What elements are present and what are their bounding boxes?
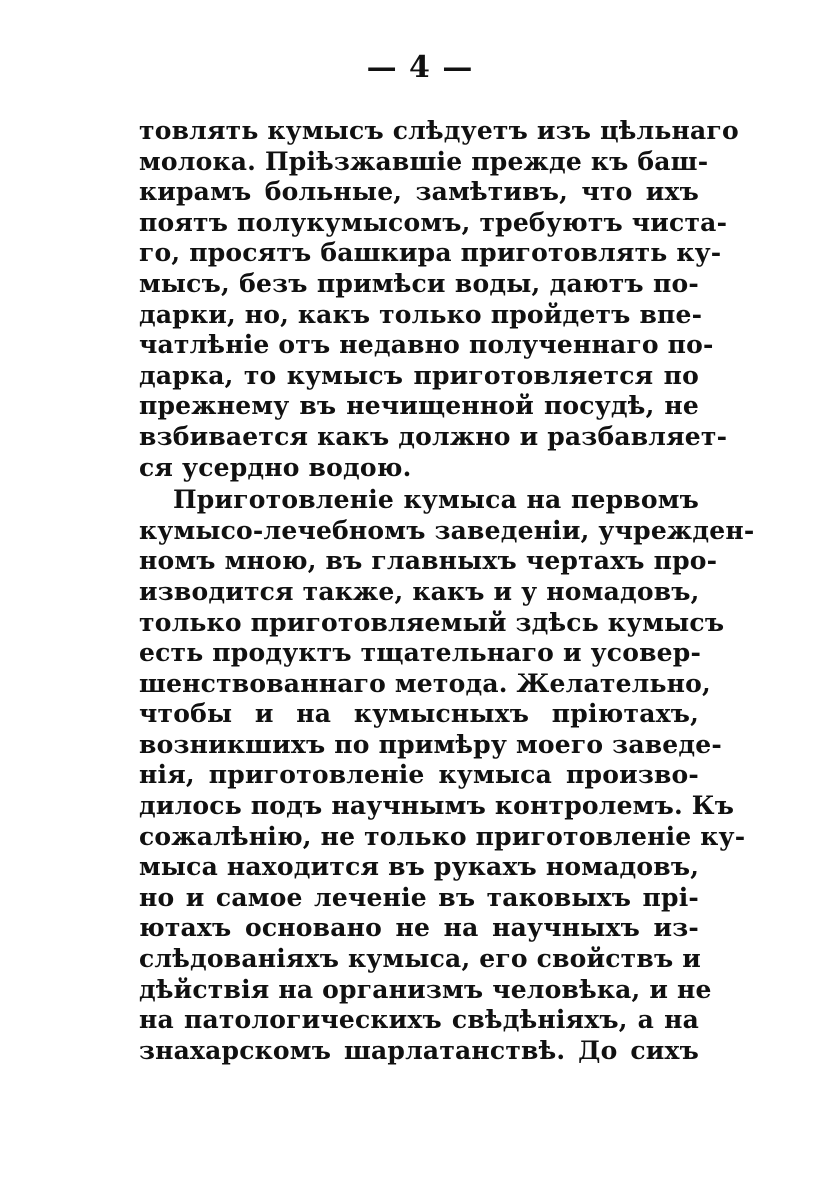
text-line: мыса находится въ рукахъ номадовъ, (139, 852, 700, 882)
text-line: кирамъ больные, замѣтивъ, что ихъ (139, 177, 699, 207)
text-line: чтобы и на кумысныхъ пріютахъ, (139, 699, 699, 729)
text-line: кумысо-лечебномъ заведеніи, учрежден- (139, 515, 755, 545)
text-line: нія, приготовленіе кумыса произво- (139, 760, 699, 790)
text-line: дѣйствія на организмъ человѣка, и не (139, 974, 712, 1004)
text-line: слѣдованіяхъ кумыса, его свойствъ и (139, 944, 701, 974)
text-line: есть продуктъ тщательнаго и усовер- (139, 638, 702, 668)
text-line: чатлѣніе отъ недавно полученнаго по- (139, 330, 714, 360)
text-line: изводится также, какъ и у номадовъ, (139, 576, 700, 606)
text-line: возникшихъ по примѣру моего заведе- (139, 729, 722, 759)
text-line: дарки, но, какъ только пройдетъ впе- (139, 299, 703, 329)
text-line: но и самое леченіе въ таковыхъ прі- (139, 882, 699, 912)
text-line: номъ мною, въ главныхъ чертахъ про- (139, 546, 718, 576)
text-line: товлять кумысъ слѣдуетъ изъ цѣльнаго (139, 116, 739, 145)
page-number: — 4 — (366, 50, 474, 85)
text-line: только приготовляемый здѣсь кумысъ (139, 607, 725, 637)
text-line: поятъ полукумысомъ, требуютъ чиста- (139, 207, 728, 237)
text-line: ся усердно водою. (139, 452, 412, 482)
text-line: на патологическихъ свѣдѣніяхъ, а на (139, 1005, 699, 1035)
paragraph (139, 116, 739, 483)
text-line: дарка, то кумысъ приготовляется по (139, 360, 699, 390)
text-line: знахарскомъ шарлатанствѣ. До сихъ (139, 1035, 699, 1065)
text-line: молока. Пріѣзжавшіе прежде къ баш- (139, 146, 709, 176)
text-line: Приготовленіе кумыса на первомъ (173, 485, 699, 515)
text-line: прежнему въ нечищенной посудѣ, не (139, 391, 699, 421)
body-text (139, 116, 755, 1066)
text-line: шенствованнаго метода. Желательно, (139, 668, 711, 698)
text-line: мысъ, безъ примѣси воды, даютъ по- (139, 268, 699, 298)
text-line: взбивается какъ должно и разбавляет- (139, 421, 728, 451)
text-line: го, просятъ башкира приготовлять ку- (139, 238, 722, 268)
text-line: дилось подъ научнымъ контролемъ. Къ (139, 791, 735, 821)
text-line: ютахъ основано не на научныхъ из- (139, 913, 699, 943)
paragraph (139, 485, 755, 1066)
text-line: сожалѣнію, не только приготовленіе ку- (139, 821, 746, 851)
